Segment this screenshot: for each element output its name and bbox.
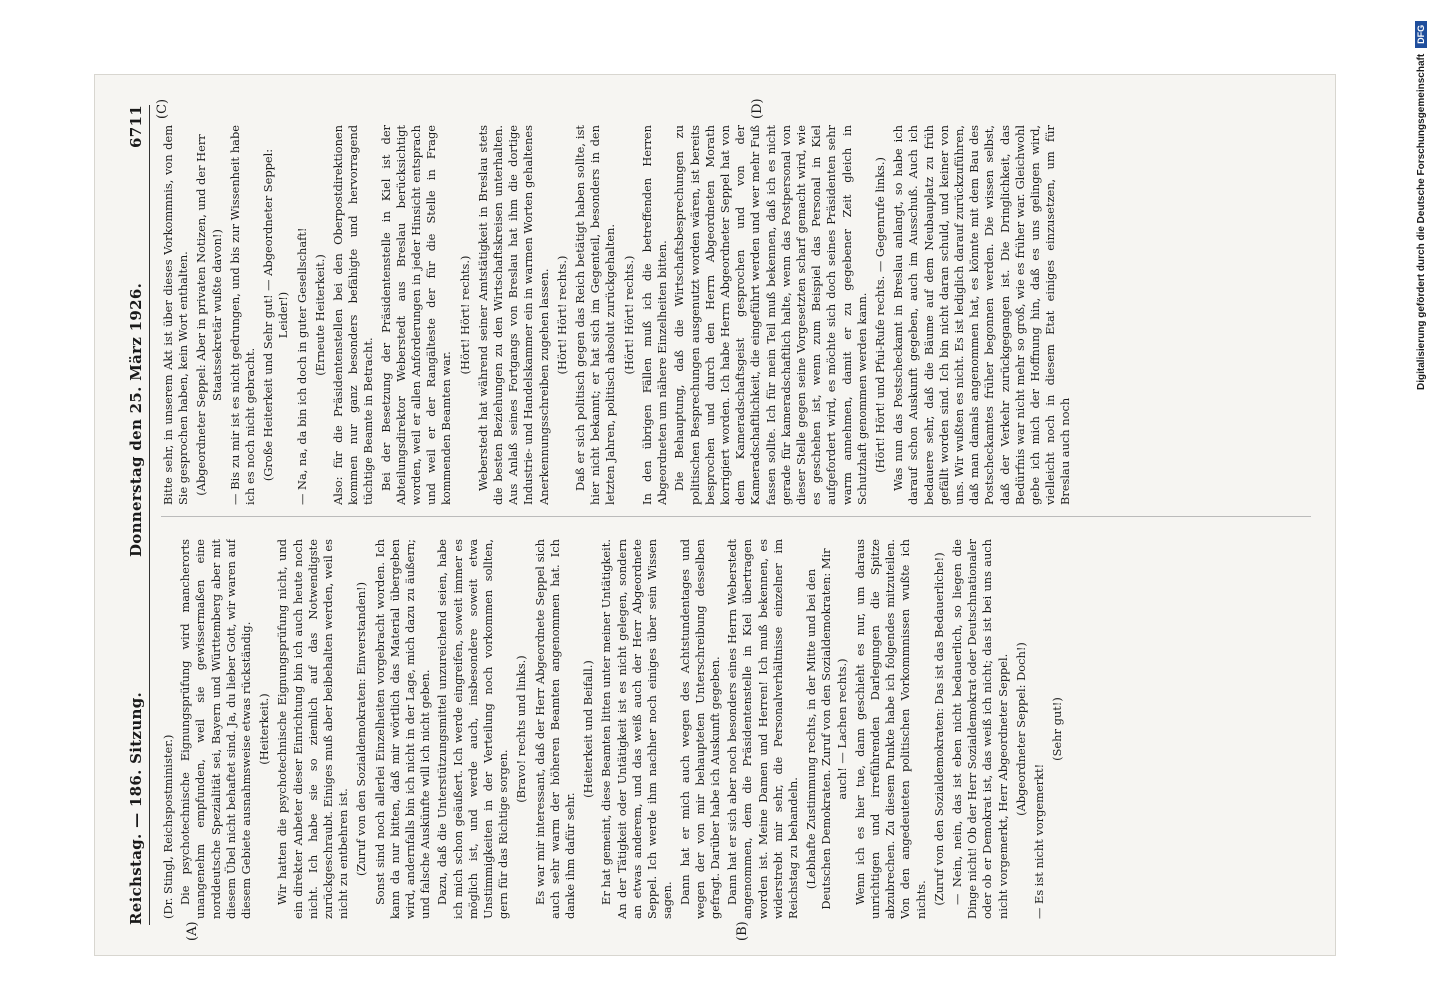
paragraph: (Erneute Heiterkeit.) bbox=[312, 254, 327, 376]
paragraph: In den übrigen Fällen muß ich die betreffenden Herren Abgeordneten um nähere Einzelheiten bitten. bbox=[639, 125, 670, 505]
paragraph: Er hat gemeint, diese Beamten litten unter meiner Untätigkeit. An der Tätigkeit oder Untätigkeit ist es nicht gelegen, sondern an etwas anderem, und das weiß auch der Herr Abgeordnete Seppel. Ich werde ihm nachher noch einiges über sein Wissen sagen. bbox=[599, 539, 675, 919]
paragraph: (Sehr gut!) bbox=[1050, 697, 1065, 761]
paragraph: (Hört! Hört! und Pfui-Rufe rechts. — Gegenrufe links.) bbox=[872, 157, 887, 473]
paragraph: Sonst sind noch allerlei Einzelheiten vorgebracht worden. Ich kann da nur bitten, daß mir wörtlich das Material übergeben wird, andernfalls bin ich nicht in der Lage, mich dazu zu äußern; und falsche Auskünfte will ich nicht geben. bbox=[372, 539, 433, 919]
paragraph: Dazu, daß die Unterstützungsmittel unzureichend seien, habe ich mich schon geäußert. Ich werde eingreifen, soweit immer es möglich ist, und werde auch, insbesondere soweit etwa Unstimmigkeiten in der Verteilung noch vorkommen sollten, gern für das Richtige sorgen. bbox=[435, 539, 511, 919]
paragraph: Es war mir interessant, daß der Herr Abgeordnete Seppel sich auch sehr warm der höheren Beamten angenommen hat. Ich danke ihm dafür sehr. bbox=[532, 539, 578, 919]
margin-marker-a: (A) bbox=[185, 921, 200, 941]
paragraph: Dann hat er sich aber noch besonders eines Herrn Weberstedt angenommen, dem die Präsidentenstelle in Kiel übertragen worden ist. Meine Damen und Herren! Ich muß bekennen, es widerstrebt mir sehr, die Personalverhältnisse einzelner im Reichstag zu behandeln. bbox=[725, 539, 800, 919]
scanned-page bbox=[95, 75, 1335, 955]
paragraph: Bei der Besetzung der Präsidentenstelle in Kiel ist der Abteilungsdirektor Weberstedt aus Breslau berücksichtigt worden, weil er allen Anforderungen in jeder Hinsicht entsprach und weil er der Rangälteste der für die Stelle in Frage kommenden Beamten war. bbox=[378, 125, 454, 505]
paragraph: (Heiterkeit und Beifall.) bbox=[581, 660, 596, 798]
right-text-column bbox=[161, 125, 1311, 505]
paragraph: Daß er sich politisch gegen das Reich betätigt haben sollte, ist hier nicht bekannt; er hat sich im Gegenteil, besonders in den letzten Jahren, politisch absolut zurückgehalten. bbox=[573, 125, 618, 505]
paragraph: (Hört! Hört! rechts.) bbox=[457, 255, 472, 375]
header-left: Reichstag. — 186. Sitzung. bbox=[127, 691, 145, 925]
paragraph: Weberstedt hat während seiner Amtstätigkeit in Breslau stets die besten Beziehungen zu den Wirtschaftskreisen unterhalten. Aus Anlaß seines Fortgangs von Breslau hat ihm die dortige Industrie- und Handelskammer ein in warmen Worten gehaltenes Anerkennungsschreiben zugehen lassen. bbox=[475, 125, 551, 505]
paragraph: Wenn ich es hier tue, dann geschieht es nur, um daraus unrichtigen und irreführenden Darlegungen die Spitze abzubrechen. Zu diesem Punkte habe ich folgendes mitzuteilen. Von den angedeuteten politischen Vorkommnissen wußte ich nichts. bbox=[852, 539, 928, 919]
paragraph: (Hört! Hört! rechts.) bbox=[621, 255, 636, 375]
paragraph: (Abgeordneter Seppel: Doch!) bbox=[1013, 642, 1028, 816]
paragraph: Dann hat er mich auch wegen des Achtstundentages und wegen der von mir behaupteten Unterschreibung desselben gefragt. Darüber habe ich Auskunft gegeben. bbox=[677, 539, 722, 919]
digitization-credit bbox=[1412, 10, 1434, 390]
credit-text: Digitalisierung gefördert durch die Deutsche Forschungsgemeinschaft bbox=[1415, 53, 1427, 390]
paragraph: (Große Heiterkeit und Sehr gut! — Abgeordneter Seppel: Leider!) bbox=[261, 148, 291, 482]
page-header bbox=[123, 105, 150, 925]
margin-marker-b: (B) bbox=[735, 921, 750, 941]
paragraph: Die psychotechnische Eignungsprüfung wird mancherorts unangenehm empfunden, weil sie gewissermaßen eine norddeutsche Spezialität sei, Bayern und Württemberg aber mit diesem Übel nicht behaftet sind. Ja, du lieber Gott, wir waren auf diesem Gebiete ausnahmsweise etwas rückständig. bbox=[178, 539, 254, 919]
paragraph: — Es ist nicht vorgemerkt! bbox=[1031, 763, 1046, 919]
paragraph: Wir hatten die psychotechnische Eignungsprüfung nicht, und ein direkter Anbeter dieser Einrichtung bin ich auch heute noch nicht. Ich habe sie so ziemlich auf das Notwendigste zurückgeschraubt. Einiges muß aber beibehalten werden, weil es nicht zu entbehren ist. bbox=[275, 539, 351, 919]
paragraph: Die Behauptung, daß die Wirtschaftsbesprechungen zu politischen Besprechungen ausgenutzt worden wären, ist bereits besprochen und durch den Herrn Abgeordneten Morath korrigiert worden. Ich habe Herrn Abgeordneter Seppel hat von dem Kameradschaftsgeist gesprochen und von der Kameradschaftlichkeit, die eingeführt werden und wer mehr Fuß fassen sollte. Ich für mein Teil muß bekennen, daß ich es nicht gerade für kameradschaftlich halte, wenn das Postpersonal von dieser Stelle gegen seine Vorgesetzten scharf gemacht wird, wie es geschehen ist, wenn zum Beispiel das Personal in Kiel aufgefordert wird, es möchte sich doch seines Präsidenten sehr warm annehmen, damit er zu gegebener Zeit gleich in Schutzhaft genommen werden kann. bbox=[672, 125, 869, 505]
header-center: Donnerstag den 25. März 1926. bbox=[127, 282, 145, 558]
column-divider bbox=[161, 516, 1311, 517]
paragraph: Was nun das Postscheckamt in Breslau anlangt, so habe ich darauf schon Auskunft gegeben, auch im Ausschuß. Auch ich bedauere sehr, daß die Bäume auf dem Neubauplatz zu früh gefällt worden sind. Ich bin nicht daran schuld, und keiner von uns. Wir wußten es nicht. Es ist lediglich darauf zurückzuführen, daß man damals angenommen hat, es könnte mit dem Bau des Postscheckamtes früher begonnen werden. Die wissen selbst, daß der Verkehr zurückgegangen ist. Die Dringlichkeit, das Bedürfnis war nicht mehr so groß, wie es früher war. Gleichwohl gebe ich mich der Hoffnung hin, daß es uns gelingen wird, vielleicht noch in diesem Etat einiges einzusetzen, um für Breslau auch noch bbox=[891, 125, 1073, 505]
paragraph: (Lebhafte Zustimmung rechts, in der Mitte und bei den Deutschen Demokraten. Zuruf von den Sozialdemokraten: Mir auch! — Lachen rechts.) bbox=[804, 548, 849, 910]
left-text-column bbox=[161, 539, 1311, 919]
margin-marker-c: (C) bbox=[155, 98, 170, 119]
paragraph: — Na, na, da bin ich doch in guter Gesellschaft! bbox=[294, 227, 309, 505]
paragraph: Bitte sehr, in unserem Akt ist über dieses Vorkommnis, von dem Sie gesprochen haben, kein Wort enthalten. bbox=[161, 125, 191, 505]
dfg-logo: DFG bbox=[1415, 21, 1427, 48]
paragraph: (Abgeordneter Seppel: Aber in privaten Notizen, und der Herr Staatssekretär wußte davon!) bbox=[194, 134, 224, 496]
page-number: 6711 bbox=[127, 105, 145, 148]
paragraph: (Heiterkeit.) bbox=[257, 693, 272, 765]
paragraph: (Zuruf von den Sozialdemokraten: Einverstanden!) bbox=[354, 581, 369, 877]
paragraph: (Hört! Hört! rechts.) bbox=[554, 255, 569, 375]
paragraph: (Bravo! rechts und links.) bbox=[514, 655, 529, 803]
rotated-page-content bbox=[95, 75, 1335, 955]
paragraph: — Nein, nein, das ist eben nicht bedauerlich, so liegen die Dinge nicht! Ob der Herr Sozialdemokrat oder Deutschnationaler oder ob er Demokrat ist, das weiß ich nicht; das ist bei uns auch nicht vorgemerkt, Herr Abgeordneter Seppel. bbox=[949, 539, 1010, 919]
paragraph: (Dr. Stingl, Reichspostminister.) bbox=[161, 734, 175, 919]
margin-marker-d: (D) bbox=[750, 98, 765, 119]
paragraph: (Zuruf von den Sozialdemokraten: Das ist das Bedauerliche!) bbox=[931, 552, 946, 906]
paragraph: — Bis zu mir ist es nicht gedrungen, und bis zur Wissenheit habe ich es noch nicht gebracht. bbox=[227, 125, 258, 505]
paragraph: Also: für die Präsidentenstellen bei den Oberpostdirektionen kommen nur ganz besonders befähigte und hervorragend tüchtige Beamte in Betracht. bbox=[331, 125, 376, 505]
